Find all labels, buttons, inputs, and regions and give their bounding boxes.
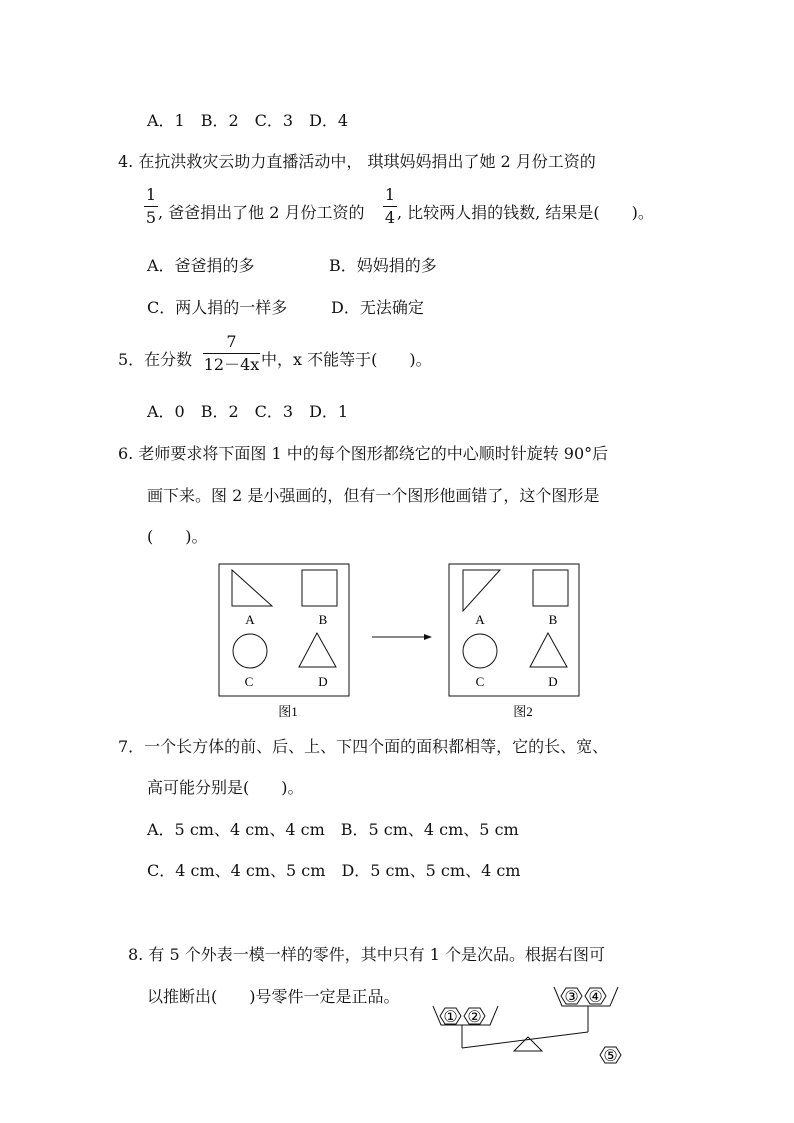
q5-suffix: 中，x 不能等于( )。 (261, 350, 432, 369)
fig1-label-c: C (244, 674, 254, 689)
q6-line3: ( )。 (147, 527, 208, 546)
fig2-label-b: B (548, 612, 558, 627)
q5-prefix: 5．在分数 (118, 350, 193, 369)
q4-fraction-2 (383, 186, 397, 227)
q4-end-text: , 比较两人捐的钱数, 结果是( )。 (397, 203, 654, 222)
q5-numerator: 7 (226, 332, 237, 351)
q4-frac2-denominator: 4 (384, 208, 396, 227)
fig2-triangle-d (530, 633, 567, 667)
figure1-caption: 图1 (278, 704, 298, 719)
fig2-label-a: A (475, 612, 485, 627)
q4-option-d: D．无法确定 (331, 298, 424, 317)
q4-option-b: B．妈妈捐的多 (329, 256, 437, 275)
q8-line1: 8. 有 5 个外表一模一样的零件，其中只有 1 个是次品。根据右图可 (128, 945, 606, 964)
q4-mid-text: , 爸爸捐出了他 2 月份工资的 (158, 203, 365, 222)
figure1-frame (219, 564, 349, 696)
q7-line2: 高可能分别是( )。 (147, 778, 304, 797)
fig2-label-d: D (548, 674, 558, 689)
q8-line2: 以推断出( )号零件一定是正品。 (147, 987, 400, 1006)
q4-fraction-1 (144, 186, 158, 227)
fig2-label-c: C (475, 674, 485, 689)
q7-options-ab: A．5 cm、4 cm、4 cm B．5 cm、4 cm、5 cm (147, 820, 519, 839)
q6-line1: 6. 老师要求将下面图 1 中的每个图形都绕它的中心顺时针旋转 90°后 (118, 444, 609, 463)
part-1-label: ① (443, 1009, 458, 1026)
part-5-label: ⑤ (603, 1048, 618, 1065)
fulcrum (514, 1037, 542, 1051)
fig1-triangle-d (299, 633, 336, 667)
part-4-label: ④ (588, 989, 603, 1006)
q4-option-a: A．爸爸捐的多 (147, 256, 255, 275)
q7-options-cd: C．4 cm、4 cm、5 cm D．5 cm、5 cm、4 cm (147, 861, 521, 880)
fig2-triangle-a (463, 570, 500, 611)
fig1-label-a: A (245, 612, 255, 627)
fig1-circle-c (233, 634, 267, 668)
q4-frac2-numerator: 1 (384, 185, 396, 204)
q3-options: A．1 B．2 C．3 D．4 (147, 111, 349, 130)
part-3-label: ③ (564, 989, 579, 1006)
q7-line1: 7．一个长方体的前、后、上、下四个面的面积都相等，它的长、宽、 (118, 737, 609, 756)
fig2-circle-c (463, 634, 497, 668)
fig1-square-b (302, 570, 337, 606)
balance-scale (428, 980, 633, 1070)
q4-frac1-denominator: 5 (145, 208, 157, 227)
figure2-frame (449, 564, 579, 696)
part-2-label: ② (467, 1009, 482, 1026)
arrow-head (424, 634, 432, 640)
q6-line2: 画下来。图 2 是小强画的，但有一个图形他画错了，这个图形是 (147, 486, 600, 505)
q4-frac1-numerator: 1 (145, 185, 157, 204)
rotation-figure (210, 558, 600, 724)
figure2-caption: 图2 (513, 704, 533, 719)
fig1-triangle-a (232, 570, 272, 606)
q5-fraction (203, 333, 260, 374)
fig2-square-b (533, 570, 568, 606)
q4-line1: 4. 在抗洪救灾云助力直播活动中， 琪琪妈妈捐出了她 2 月份工资的 (118, 152, 596, 171)
q5-denominator: 12－4x (203, 355, 260, 374)
q4-option-c: C．两人捐的一样多 (147, 298, 288, 317)
q5-options: A．0 B．2 C．3 D．1 (147, 402, 349, 421)
fig1-label-b: B (318, 612, 328, 627)
fig1-label-d: D (318, 674, 328, 689)
